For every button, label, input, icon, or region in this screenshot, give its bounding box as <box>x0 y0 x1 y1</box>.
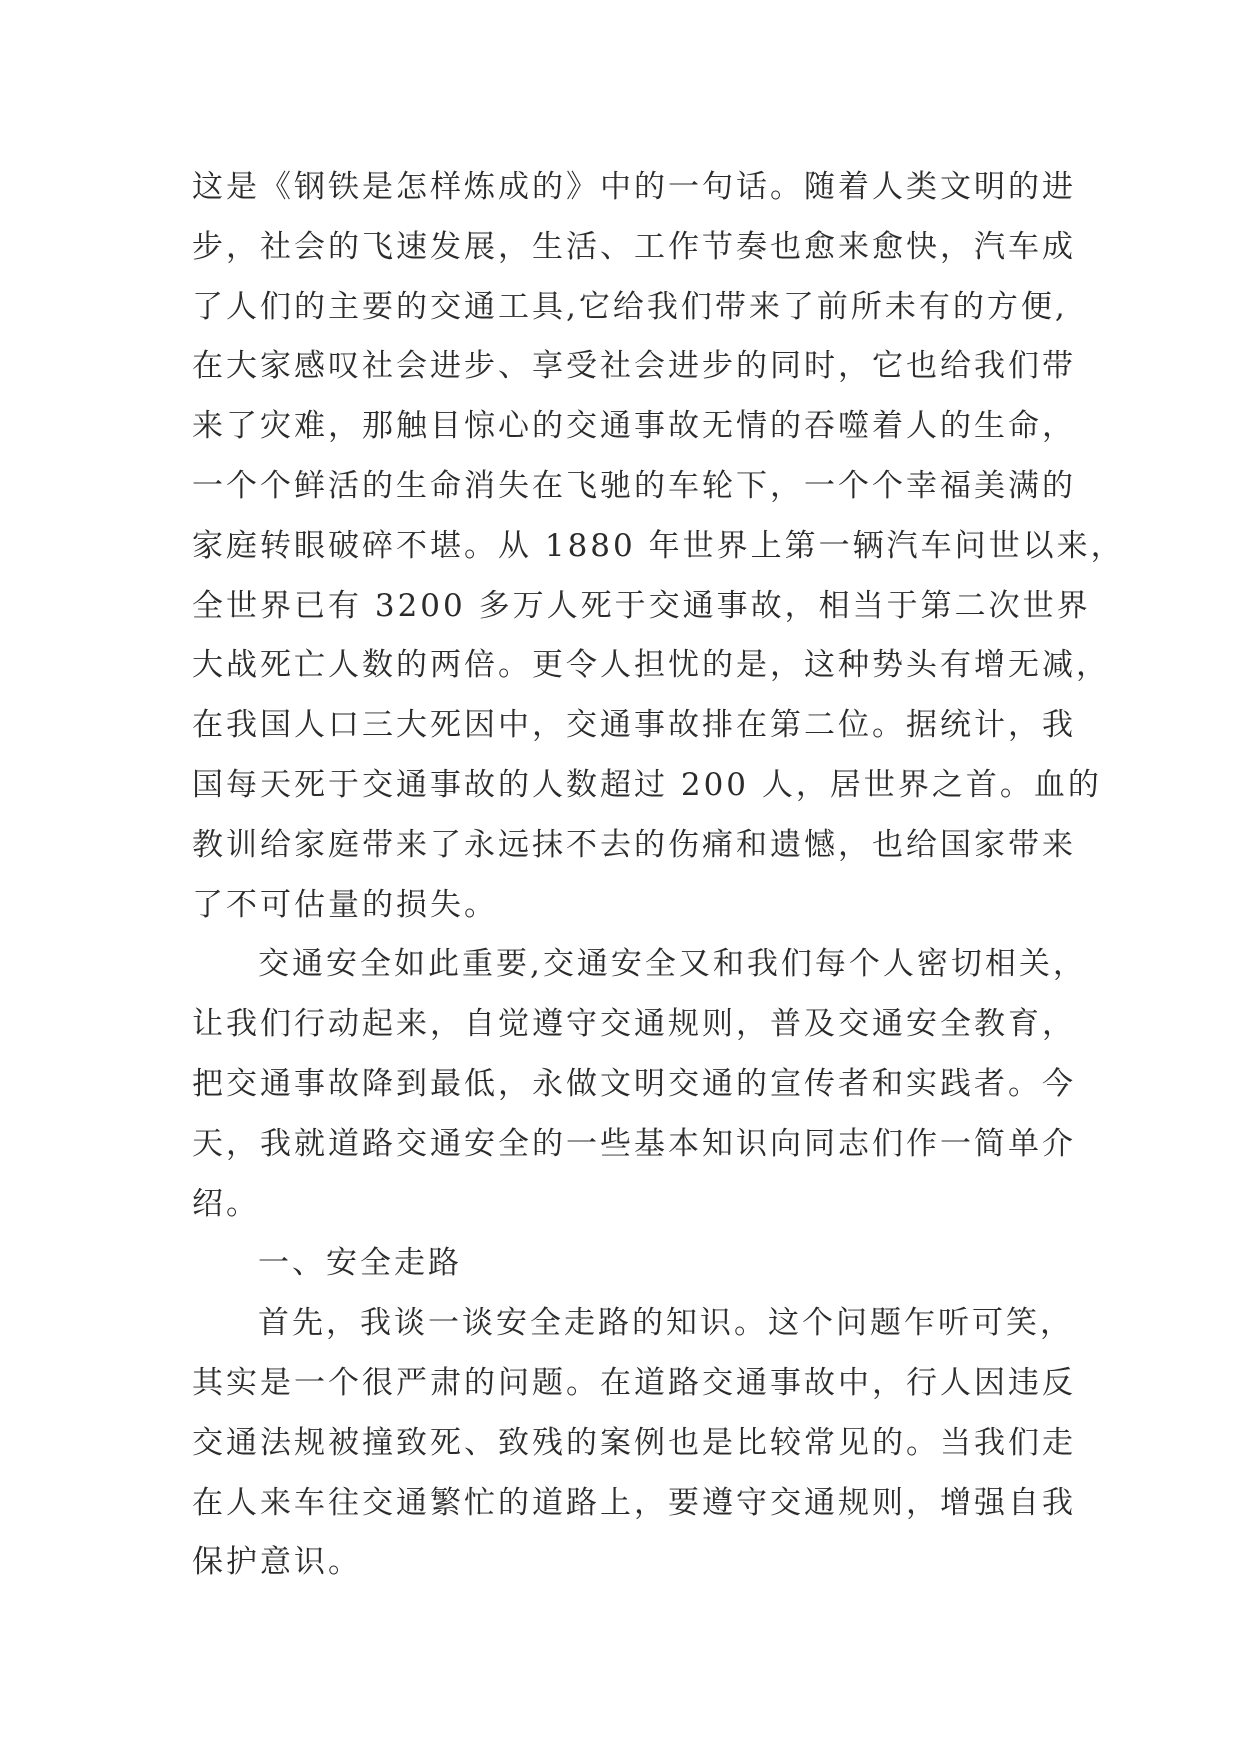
text-line: 了不可估量的损失。 <box>192 886 498 923</box>
paragraph-start-line: 首先，我谈一谈安全走路的知识。这个问题乍听可笑， <box>258 1305 1074 1342</box>
text-line: 绍。 <box>192 1185 260 1222</box>
text-line: 全世界已有 3200 多万人死于交通事故，相当于第二次世界 <box>192 587 1091 624</box>
text-line: 在人来车往交通繁忙的道路上，要遵守交通规则，增强自我 <box>192 1484 1076 1521</box>
text-line: 大战死亡人数的两倍。更令人担忧的是，这种势头有增无减， <box>192 647 1110 684</box>
text-line: 保护意识。 <box>192 1544 362 1581</box>
text-line: 教训给家庭带来了永远抹不去的伤痛和遗憾，也给国家带来 <box>192 826 1076 863</box>
text-line: 让我们行动起来，自觉遵守交通规则，普及交通安全教育， <box>192 1006 1076 1043</box>
text-line: 把交通事故降到最低，永做文明交通的宣传者和实践者。今 <box>192 1065 1076 1102</box>
text-line: 国每天死于交通事故的人数超过 200 人，居世界之首。血的 <box>192 766 1102 803</box>
paragraph-start-line: 交通安全如此重要,交通安全又和我们每个人密切相关， <box>258 946 1087 983</box>
text-line: 来了灾难，那触目惊心的交通事故无情的吞噬着人的生命， <box>192 408 1076 445</box>
document-body <box>192 158 1125 1593</box>
text-line: 这是《钢铁是怎样炼成的》中的一句话。随着人类文明的进 <box>192 169 1076 205</box>
text-line: 在我国人口三大死因中，交通事故排在第二位。据统计，我 <box>192 707 1076 744</box>
text-line: 一个个鲜活的生命消失在飞驰的车轮下，一个个幸福美满的 <box>192 467 1076 504</box>
text-line: 步，社会的飞速发展，生活、工作节奏也愈来愈快，汽车成 <box>192 228 1076 265</box>
section-heading: 一、安全走路 <box>258 1245 462 1282</box>
text-line: 了人们的主要的交通工具,它给我们带来了前所未有的方便, <box>192 288 1068 325</box>
text-line: 在大家感叹社会进步、享受社会进步的同时，它也给我们带 <box>192 348 1076 385</box>
text-line: 其实是一个很严肃的问题。在道路交通事故中，行人因违反 <box>192 1364 1076 1401</box>
text-line: 家庭转眼破碎不堪。从 1880 年世界上第一辆汽车问世以来， <box>192 527 1125 564</box>
text-line: 天，我就道路交通安全的一些基本知识向同志们作一简单介 <box>192 1125 1076 1162</box>
text-line: 交通法规被撞致死、致残的案例也是比较常见的。当我们走 <box>192 1424 1076 1461</box>
